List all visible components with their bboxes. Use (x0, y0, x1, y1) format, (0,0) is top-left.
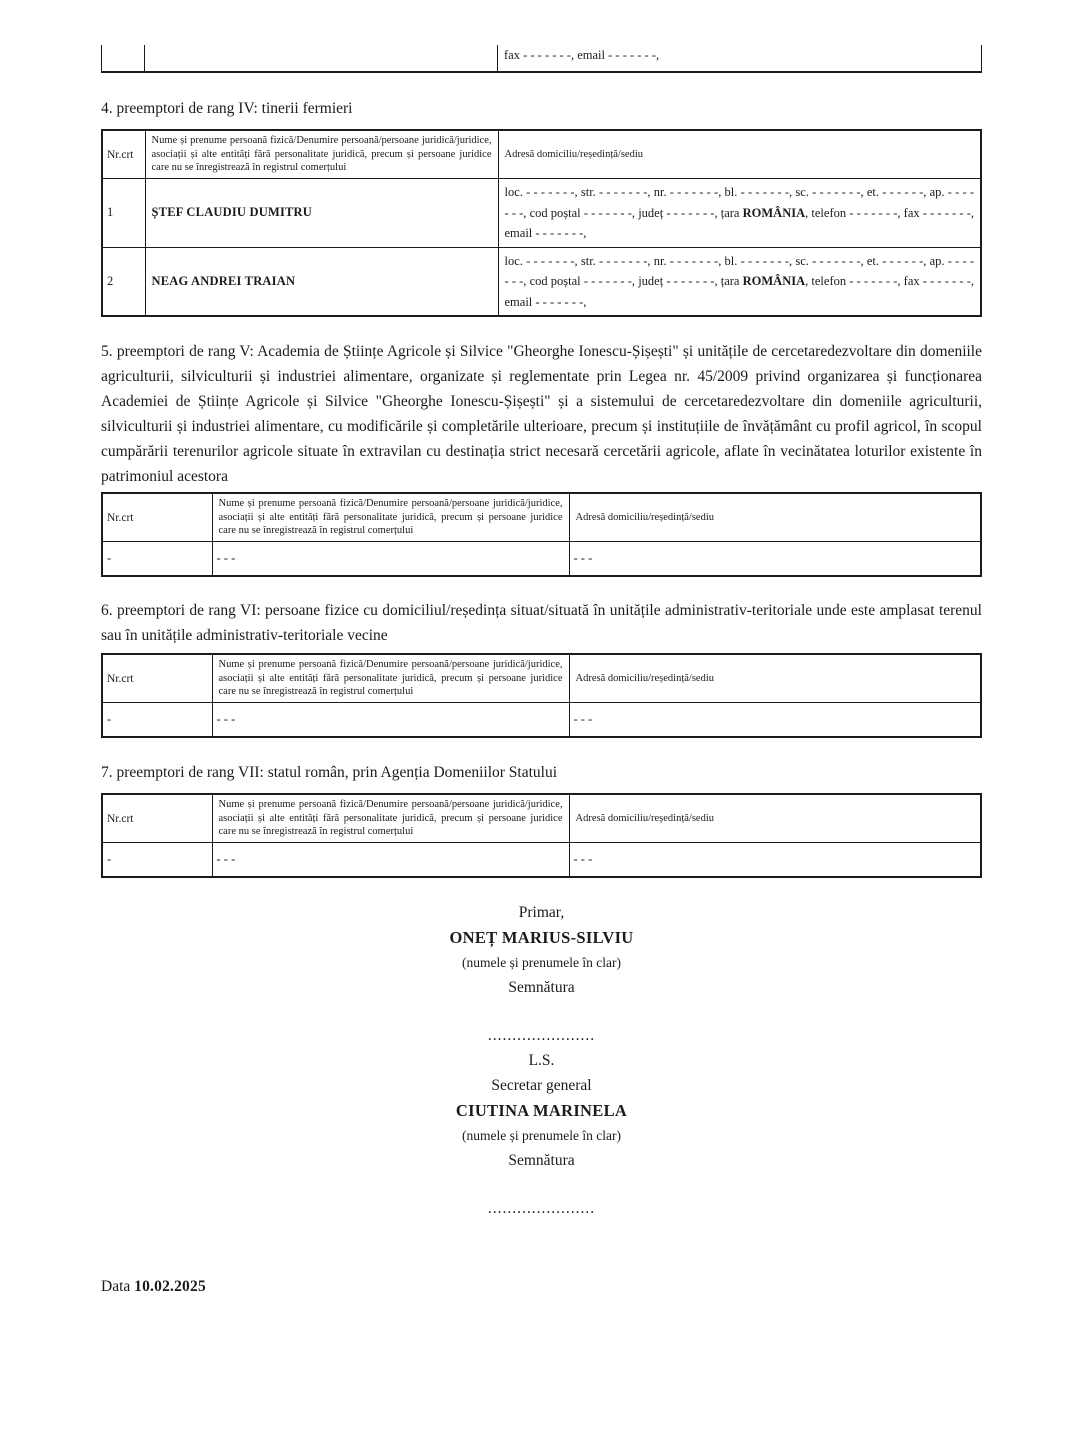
name-cell: - - - (212, 542, 569, 577)
secretary-title: Secretar general (491, 1077, 592, 1094)
name-header-cell: Nume și prenume persoană fizică/Denumire persoană/persoane juridică/juridice, asociații și alte entități fără personalitate juridică, precum și persoane juridice care nu se înregistrează în registrul comerțului (212, 794, 569, 843)
row-number-cell: - (102, 542, 212, 577)
ls-stamp-label: L.S. (528, 1052, 555, 1069)
continuation-name-cell (145, 45, 498, 71)
table-header-row (102, 130, 981, 179)
section4-heading: 4. preemptori de rang IV: tinerii fermieri (101, 100, 353, 117)
row-number-cell: - (102, 843, 212, 878)
mayor-title: Primar, (518, 904, 565, 921)
name-header-cell: Nume și prenume persoană fizică/Denumire persoană/persoane juridică/juridice, asociații și alte entități fără personalitate juridică, precum și persoane juridice care nu se înregistrează în registrul comerțului (212, 493, 569, 542)
address-header-cell: Adresă domiciliu/reședință/sediu (569, 493, 981, 542)
table-header-row (102, 794, 981, 843)
row-number-cell: - (102, 703, 212, 738)
rang4-table (101, 129, 982, 317)
document-page (101, 45, 982, 1296)
mayor-name: ONEȚ MARIUS-SILVIU (449, 928, 634, 947)
name-cell: ȘTEF CLAUDIU DUMITRU (145, 179, 498, 248)
name-header-cell: Nume și prenume persoană fizică/Denumire persoană/persoane juridică/juridice, asociații și alte entități fără personalitate juridică, precum și persoane juridice care nu se înregistrează în registrul comerțului (145, 130, 498, 179)
rang6-table (101, 653, 982, 738)
address-header-cell: Adresă domiciliu/reședință/sediu (498, 130, 981, 179)
nrcrt-header-cell: Nr.crt (102, 794, 212, 843)
table-row (102, 247, 981, 316)
address-text: loc. - - - - - - -, str. - - - - - - -, nr. - - - - - - -, bl. - - - - - - -, sc. - - - - - - -, et. - - - - - -, ap. - - - - - - -, cod poștal - - - - - - -, județ - - - - - - -, țara (504, 185, 974, 220)
previous-table-continuation-row (101, 45, 982, 73)
empty-table-row (102, 703, 981, 738)
name-in-clear-note: (numele și prenumele în clar) (462, 955, 621, 970)
address-text: loc. - - - - - - -, str. - - - - - - -, nr. - - - - - - -, bl. - - - - - - -, sc. - - - - - - -, et. - - - - - -, ap. - - - - - - -, cod poștal - - - - - - -, județ - - - - - - -, țara (504, 253, 974, 288)
date-label: Data (101, 1278, 135, 1295)
rang7-table (101, 793, 982, 878)
country-name: ROMÂNIA (742, 205, 806, 220)
nrcrt-header-cell: Nr.crt (102, 130, 145, 179)
country-name: ROMÂNIA (742, 274, 806, 288)
name-cell: NEAG ANDREI TRAIAN (145, 247, 498, 316)
address-cell: - - - (569, 703, 981, 738)
signature-dotted-line: ...................... (487, 1200, 596, 1217)
nrcrt-header-cell: Nr.crt (102, 493, 212, 542)
signature-block (101, 900, 982, 1221)
signature-dotted-line: ...................... (487, 1027, 596, 1044)
row-number-cell: 2 (102, 247, 145, 316)
document-date (101, 1278, 982, 1296)
address-text: , telefon - - - - - - -, fax - - - - - - -, email - - - - - - -, (504, 205, 974, 240)
address-cell (498, 247, 981, 316)
rang5-table (101, 492, 982, 577)
address-cell (498, 179, 981, 248)
address-header-cell: Adresă domiciliu/reședință/sediu (569, 654, 981, 703)
section6-heading: 6. preemptori de rang VI: persoane fizice cu domiciliul/reședința situat/situată în unitățile administrativ-teritoriale unde este amplasat terenul sau în unitățile administrativ-teritoriale vecine (101, 602, 982, 644)
date-value: 10.02.2025 (134, 1278, 206, 1295)
table-header-row (102, 493, 981, 542)
empty-table-row (102, 542, 981, 577)
continuation-address-cell: fax - - - - - - -, email - - - - - - -, (504, 48, 660, 62)
section5-heading: 5. preemptori de rang V: Academia de Științe Agricole și Silvice "Gheorghe Ionescu-Șișești" și unitățile de cercetaredezvoltare din domeniile agriculturii, silviculturii și industriei alimentare, organizate și reglementate prin Legea nr. 45/2009 privind organizarea și funcționarea Academiei de Științe Agricole și Silvice "Gheorghe Ionescu-Șișești" și a sistemului de cercetaredezvoltare din domeniile agriculturii, silviculturii și industriei alimentare, cu modificările și completările ulterioare, precum și instituțiile de învățământ cu profil agricol, în scopul cumpărării terenurilor agricole situate în extravilan cu destinația strict necesară cercetării agricole, aflate în vecinătatea loturilor existente în patrimoniul acestora (101, 343, 982, 485)
signature-label: Semnătura (508, 1152, 575, 1169)
address-cell: - - - (569, 843, 981, 878)
address-text: , telefon - - - - - - -, fax - - - - - - -, email - - - - - - -, (504, 274, 974, 309)
table-row (102, 179, 981, 248)
secretary-name: CIUTINA MARINELA (455, 1101, 628, 1120)
table-header-row (102, 654, 981, 703)
name-header-cell: Nume și prenume persoană fizică/Denumire persoană/persoane juridică/juridice, asociații și alte entități fără personalitate juridică, precum și persoane juridice care nu se înregistrează în registrul comerțului (212, 654, 569, 703)
row-number-cell: 1 (102, 179, 145, 248)
empty-table-row (102, 843, 981, 878)
section7-heading: 7. preemptori de rang VII: statul român, prin Agenția Domeniilor Statului (101, 764, 558, 781)
name-in-clear-note: (numele și prenumele în clar) (462, 1128, 621, 1143)
address-cell: - - - (569, 542, 981, 577)
signature-label: Semnătura (508, 979, 575, 996)
nrcrt-header-cell: Nr.crt (102, 654, 212, 703)
continuation-nr-cell (102, 45, 145, 71)
name-cell: - - - (212, 703, 569, 738)
address-header-cell: Adresă domiciliu/reședință/sediu (569, 794, 981, 843)
name-cell: - - - (212, 843, 569, 878)
